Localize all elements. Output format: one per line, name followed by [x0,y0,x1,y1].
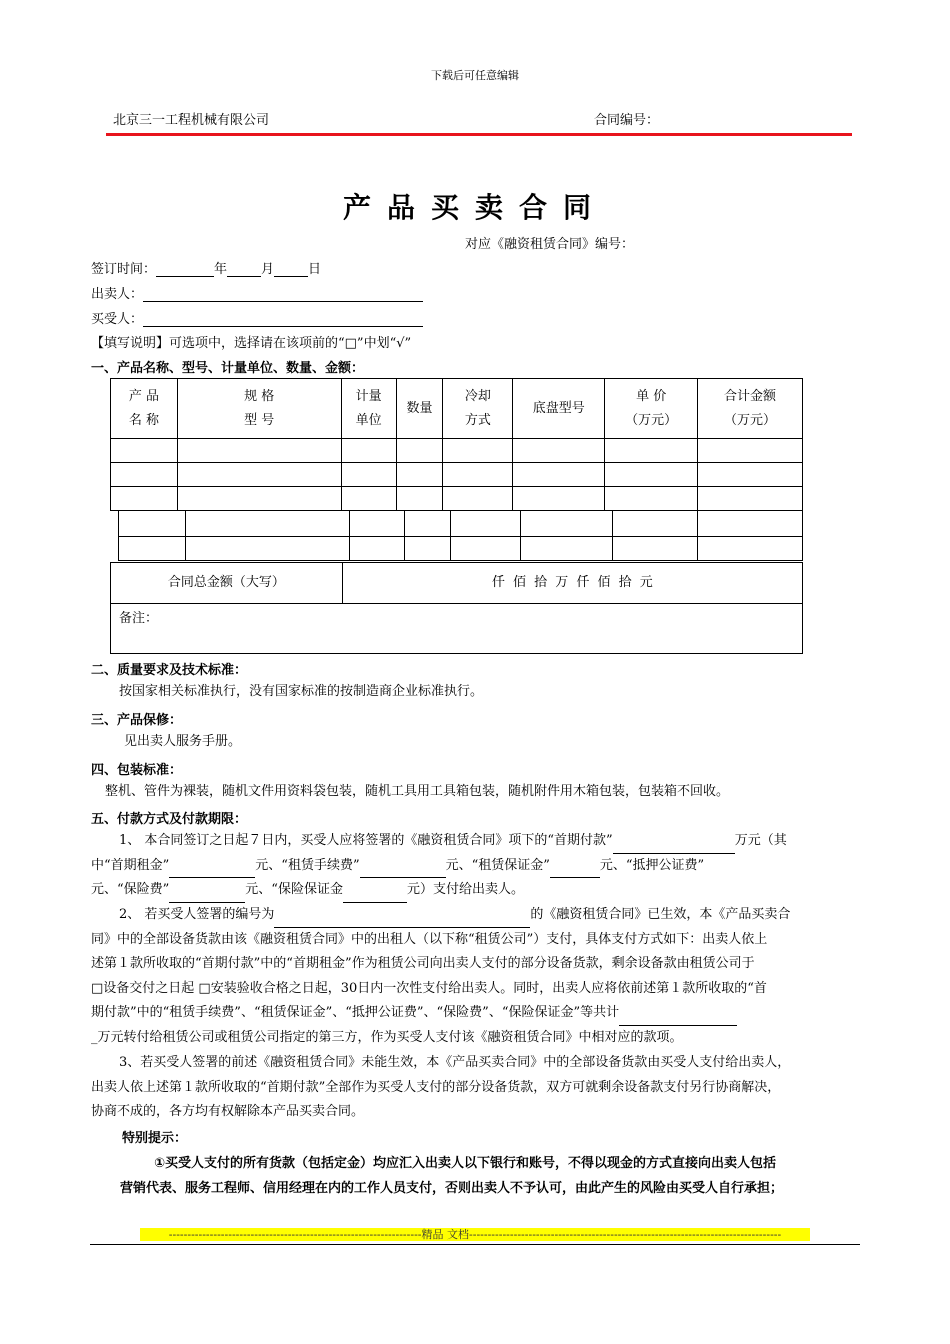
section2-text: 按国家相关标准执行，没有国家标准的按制造商企业标准执行。 [119,684,484,699]
signing-date-row [91,258,321,277]
signing-day-field[interactable] [274,262,308,277]
contract-number-label: 合同编号： [594,113,660,128]
col-unit-price: 单 价 （万元） [605,379,698,439]
section4-text: 整机、管件为裸装，随机文件用资料袋包装，随机工具用工具箱包装，随机附件用木箱包装，包装箱不回收。 [105,784,730,799]
col-product-name: 产 品 名 称 [111,379,178,439]
col-unit: 计量 单位 [341,379,396,439]
signing-label: 签订时间： [91,262,157,277]
col-chassis: 底盘型号 [513,379,605,439]
table-row [111,487,803,511]
lease-reference: 对应《融资租赁合同》编号： [465,237,635,252]
col-model: 规 格 型 号 [177,379,341,439]
insurance-fee-field[interactable] [169,888,245,903]
col-cooling: 冷却 方式 [443,379,513,439]
table-row [111,463,803,487]
payment-clause-2: 2、 若买受人签署的编号为 的《融资租赁合同》已生效，本《产品买卖合 同》中的全部设备货款由该《融资租赁合同》中的出租人（以下称“租赁公司”）支付，具体支付方式如下：出卖人依上 述第１款所收取的“首期付款”中的“首期租金”作为租赁公司向出卖人支付的部分设备货款，剩余设备款由租赁公司于 □设备交付之日起 □安装验收合格之日起，30日内一次性支付给出卖人。同时，出卖人应将依前述第１款所收取的“首 期付款”中的“租赁手续费”、“租赁保证金”、“抵押公证费”、“保险费”、“保险保证金”等共计 _万元转付给租赁公司或租赁公司指定的第三方，作为买受人支付该《融资租赁合同》中相对应的款项。 [91,907,791,1045]
insurance-deposit-field[interactable] [343,888,407,903]
seller-field[interactable] [143,287,423,302]
footer-divider [90,1244,860,1245]
product-table [110,378,803,511]
total-amount-label: 合同总金额（大写） [111,563,343,604]
remarks-cell[interactable] [111,604,803,654]
total-table [110,562,803,654]
lease-deposit-field[interactable] [550,863,600,878]
table-row [119,511,803,537]
buyer-field[interactable] [143,312,423,327]
transfer-amount-field[interactable] [619,1011,737,1026]
fill-note: 【填写说明】可选项中，选择请在该项前的“□”中划“√” [91,336,412,351]
signing-day-label: 日 [308,262,322,277]
document-title: 产品买卖合同 [342,191,607,224]
first-rent-field[interactable] [169,863,255,878]
section2-heading: 二、质量要求及技术标准： [91,663,248,678]
payment-clause-1: 1、 本合同签订之日起７日内，买受人应将签署的《融资租赁合同》项下的“首期付款” 万元（其 中“首期租金” 元、“租赁手续费” 元、“租赁保证金” 元、“抵押公证费” 元、“保险费” 元、“保险保证金 元）支付给出卖人。 [91,829,861,903]
seller-label: 出卖人： [91,287,144,302]
section1-heading: 一、产品名称、型号、计量单位、数量、金额： [91,361,365,376]
seller-row [91,283,423,302]
footer-band: --------------------------------------------------------------------精品 文档------------------------------------------------------------------------------------ [140,1228,810,1241]
product-table-header [111,379,803,439]
lease-contract-number-field[interactable] [274,913,530,928]
table-row [119,537,803,561]
section5-heading: 五、付款方式及付款期限： [91,812,248,827]
header-divider [106,133,852,136]
remarks-label: 备注： [119,611,159,626]
total-amount-units[interactable]: 仟 佰 拾 万 仟 佰 拾 元 [342,563,802,604]
down-payment-field[interactable] [613,839,735,854]
signing-year-field[interactable] [156,262,214,277]
payment-clause-3: 3、若买受人签署的前述《融资租赁合同》未能生效，本《产品买卖合同》中的全部设备货款由买受人支付给出卖人， 出卖人依上述第１款所收取的“首期付款”全部作为买受人支付的部分设备货款，双方可就剩余设备款支付另行协商解决， 协商不成的，各方均有权解除本产品买卖合同。 [91,1055,791,1119]
section3-text: 见出卖人服务手册。 [124,734,242,749]
top-note: 下载后可任意编辑 [431,69,519,82]
section3-heading: 三、产品保修： [91,713,183,728]
buyer-row [91,308,423,327]
col-total-amount: 合计金额 （万元） [698,379,803,439]
special-notice-1: ①买受人支付的所有货款（包括定金）均应汇入出卖人以下银行和账号，不得以现金的方式直接向出卖人包括 营销代表、服务工程师、信用经理在内的工作人员支付，否则出卖人不予认可，由此产生的风险由买受人自行承担； [120,1156,784,1196]
signing-month-field[interactable] [227,262,261,277]
lease-fee-field[interactable] [360,863,446,878]
product-table-extra [118,510,803,561]
table-row [111,439,803,463]
signing-year-label: 年 [214,262,228,277]
special-notice-heading: 特别提示： [122,1131,188,1146]
col-quantity: 数量 [396,379,443,439]
company-name: 北京三一工程机械有限公司 [113,113,270,128]
section4-heading: 四、包装标准： [91,763,183,778]
buyer-label: 买受人： [91,312,144,327]
signing-month-label: 月 [261,262,275,277]
